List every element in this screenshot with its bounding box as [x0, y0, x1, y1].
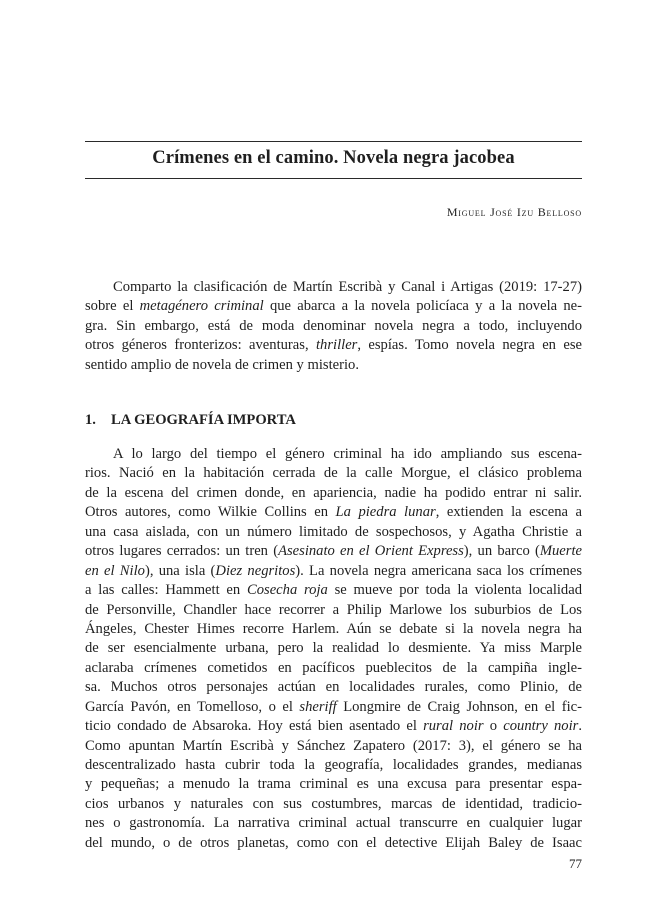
section-line: sa. Muchos otros personajes actúan en localidades rurales, como Plinio, de	[85, 679, 582, 696]
intro-paragraph	[85, 278, 582, 375]
section-line: en el Nilo), una isla (Diez negritos). La novela negra americana saca los crímenes	[85, 562, 582, 579]
section-line: de Personville, Chandler hace recorrer a Philip Marlowe los suburbios de Los	[85, 601, 582, 618]
title-top-rule	[85, 141, 582, 142]
intro-line: sentido amplio de novela de crimen y misterio.	[85, 356, 359, 373]
section-line: Ángeles, Chester Himes recorre Harlem. Aún se debate si la novela negra ha	[85, 620, 582, 637]
section-line: y pequeñas; a menudo la trama criminal es una excusa para presentar espa-	[85, 776, 582, 793]
section-line: otros lugares cerrados: un tren (Asesinato en el Orient Express), un barco (Muerte	[85, 543, 582, 560]
section-line: Otros autores, como Wilkie Collins en La piedra lunar, extienden la escena a	[85, 504, 583, 521]
section-paragraph	[85, 445, 582, 853]
section-line: cios urbanos y naturales con sus costumbres, marcas de identidad, tradicio-	[85, 795, 582, 812]
chapter-title: Crímenes en el camino. Novela negra jacobea	[152, 148, 515, 168]
section-title: LA GEOGRAFÍA IMPORTA	[111, 412, 296, 428]
section-line: una casa aislada, con un número limitado de sospechosos, y Agatha Christie a	[85, 523, 582, 540]
section-line: García Pavón, en Tomelloso, o el sheriff Longmire de Craig Johnson, en el fic-	[85, 698, 582, 715]
section-line: Como apuntan Martín Escribà y Sánchez Zapatero (2017: 3), el género se ha	[85, 737, 582, 754]
intro-line: sobre el metagénero criminal que abarca a la novela policíaca y a la novela ne-	[85, 298, 582, 315]
section-line: del mundo, o de otros planetas, como con el detective Elijah Baley de Isaac	[85, 834, 582, 851]
title-bottom-rule	[85, 178, 582, 179]
section-line: A lo largo del tiempo el género criminal ha ido ampliando sus escena-	[113, 446, 582, 462]
author-name: Miguel José Izu Belloso	[446, 205, 582, 219]
intro-line: otros géneros fronterizos: aventuras, thriller, espías. Tomo novela negra en ese	[85, 337, 582, 354]
section-line: aclaraba crímenes cometidos en pacíficos pueblecitos de la campiña ingle-	[85, 659, 582, 676]
section-number: 1.	[85, 412, 96, 428]
intro-line: gra. Sin embargo, está de moda denominar novela negra a todo, incluyendo	[85, 317, 582, 334]
section-line: de ser esencialmente urbana, pero la realidad lo desmiente. Ya miss Marple	[85, 640, 582, 657]
section-line: a las calles: Hammett en Cosecha roja se mueve por toda la violenta localidad	[85, 582, 582, 599]
section-line: descentralizado hasta cubrir toda la geografía, localidades grandes, medianas	[85, 757, 582, 773]
intro-line: Comparto la clasificación de Martín Escribà y Canal i Artigas (2019: 17-27)	[113, 279, 582, 295]
section-heading	[85, 412, 296, 429]
page-number: 77	[569, 856, 582, 871]
section-line: de la escena del crimen donde, en apariencia, nadie ha podido entrar ni salir.	[85, 484, 582, 501]
section-line: rios. Nació en la habitación cerrada de la calle Morgue, el clásico problema	[85, 465, 582, 482]
section-line: nes o gastronomía. La narrativa criminal actual transcurre en cualquier lugar	[85, 815, 582, 832]
section-line: ticio condado de Absaroka. Hoy está bien asentado el rural noir o country noir.	[85, 718, 582, 735]
